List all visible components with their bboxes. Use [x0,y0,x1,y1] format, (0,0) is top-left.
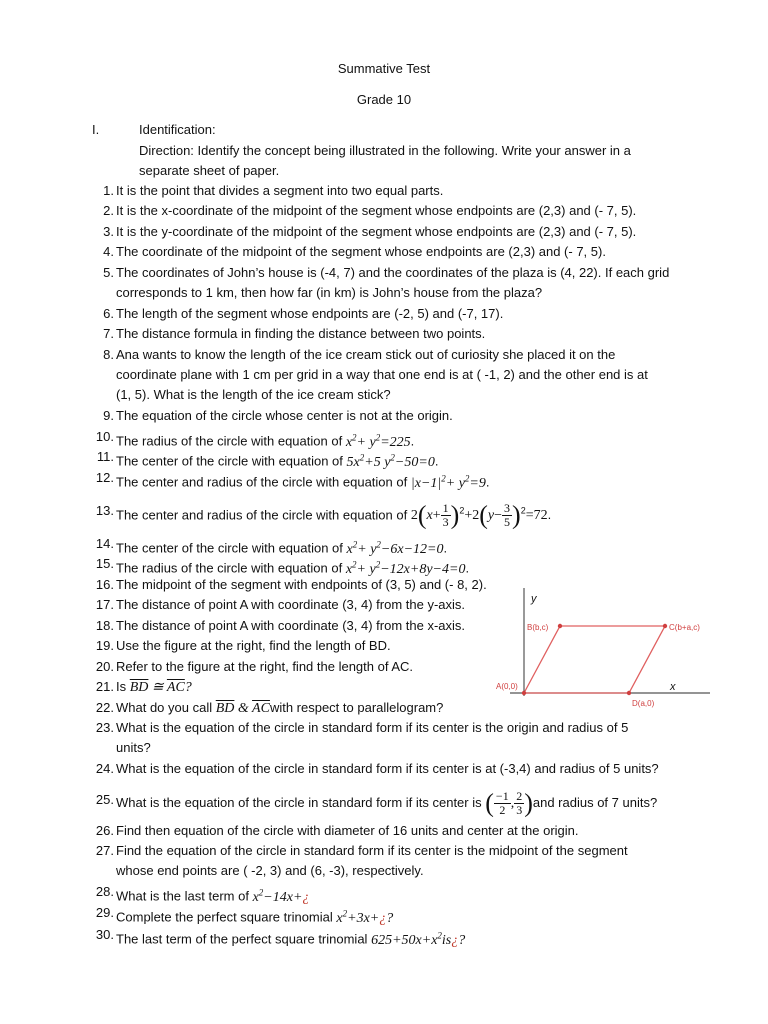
list-item: 25. What is the equation of the circle in standard form if its center is ( $\frac{-1}{2}$ , $\frac{2}{3}$ )and radius of 7 units? [95,788,658,818]
section-heading [92,122,99,137]
equation: ( $\frac{-1}{2}$ , $\frac{2}{3}$ ) [485,788,533,818]
parallelogram-shape [524,626,665,693]
equation: $x^2+ y^2=225$ [345,432,411,450]
vertex-c [663,624,667,628]
equation: $\overline{BD}$ & $\overline{AC}$ [215,701,270,716]
grade-label: Grade 10 [356,92,412,107]
vertex-b [558,624,562,628]
vertex-d-label: D(a,0) [632,699,655,708]
vertex-a-label: A(0,0) [496,682,518,691]
direction-text-cont: separate sheet of paper. [139,163,280,178]
y-axis-label: y [531,593,537,605]
equation: $625+50x+x^2is¿$? [371,930,466,948]
equation: $|x-1|^2+ y^2=9$ [410,473,486,491]
equation: $\overline{BD}$ ≅ $\overline{AC}$? [129,680,192,695]
list-item: 13. The center and radius of the circle with equation of 2(x+ $\frac{1}{3}$ )$^2$+2(y− $\frac{3}{5}$ )$^2$=72. [95,500,552,530]
test-title: Summative Test [337,61,431,76]
vertex-b-label: B(b,c) [527,623,549,632]
equation: $x^2+3x+¿$? [336,908,394,926]
vertex-c-label: C(b+a,c) [669,623,700,632]
equation: $x^2+ y^2-6x-12=0$ [346,539,444,557]
equation: $x^2-14x+¿$ [252,887,310,905]
section-title: Identification: [139,122,216,137]
parallelogram-figure [492,586,712,712]
vertex-a [522,691,526,695]
section-numeral: I. [92,122,100,137]
equation: 2(x+ $\frac{1}{3}$ )$^2$+2(y− $\frac{3}{5}$ )$^2$=72. [410,500,552,530]
equation: $x^2+ y^2-12x+8y-4=0$ [345,559,466,577]
direction-text: Direction: Identify the concept being illustrated in the following. Write your answer in a [139,143,631,158]
vertex-d [627,691,631,695]
x-axis-label: x [670,681,676,693]
equation: $5x^2+5$ $y^2-50=0$ [346,452,435,470]
